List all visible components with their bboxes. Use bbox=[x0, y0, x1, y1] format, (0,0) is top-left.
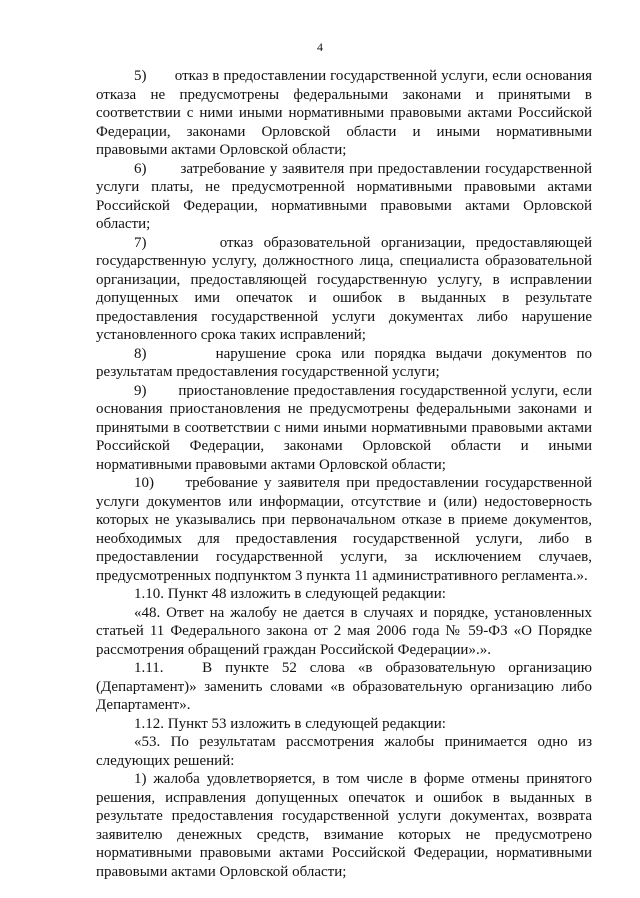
decision-item-1: 1) жалоба удовлетворяется, в том числе в форме отмены принятого решения, исправления допущенных опечаток и ошибок в выданных в результате предоставления государственной услуги документах, возврата заявителю денежных средств, взимание которых не предусмотрено нормативными правовыми актами Российской Федерации, нормативными правовыми актами Орловской области; bbox=[96, 771, 592, 880]
list-item-8: 8) нарушение срока или порядка выдачи документов по результатам предоставления государственной услуги; bbox=[96, 345, 592, 380]
section-1-12-heading: 1.12. Пункт 53 изложить в следующей редакции: bbox=[134, 715, 446, 732]
section-1-10-text: «48. Ответ на жалобу не дается в случаях и порядке, установленных статьей 11 Федерального закона от 2 мая 2006 года № 59-ФЗ «О Порядке рассмотрения обращений граждан Российской Федерации».». bbox=[96, 604, 592, 658]
section-1-12-text: «53. По результатам рассмотрения жалобы принимается одно из следующих решений: bbox=[96, 734, 592, 769]
section-1-11-text: 1.11. В пункте 52 слова «в образовательную организацию (Департамент)» заменить словами «в образовательную организацию либо Департамент». bbox=[96, 660, 592, 713]
list-item-9: 9) приостановление предоставления государственной услуги, если основания приостановления не предусмотрены федеральными законами и принятыми в соответствии с ними иными нормативными правовыми актами Российской Федерации, законами Орловской области и иными нормативными правовыми актами Орловской области; bbox=[96, 382, 592, 473]
list-item-5: 5) отказ в предоставлении государственной услуги, если основания отказа не предусмотрены федеральными законами и принятыми в соответствии с ними иными нормативными правовыми актами Российской Федерации, законами Орловской области и иными нормативными правовыми актами Орловской области; bbox=[96, 68, 592, 158]
list-item-10: 10) требование у заявителя при предоставлении государственной услуги документов или информации, отсутствие и (или) недостоверность которых не указывались при первоначальном отказе в приеме документов, необходимых для предоставления государственной услуги, либо в предоставлении государственной услуги, за исключением случаев, предусмотренных подпунктом 3 пункта 11 административного регламента.». bbox=[96, 475, 592, 584]
section-1-10-heading: 1.10. Пункт 48 изложить в следующей редакции: bbox=[134, 586, 446, 602]
page-number: 4 bbox=[317, 40, 323, 54]
document-body bbox=[96, 67, 592, 881]
list-item-7: 7) отказ образовательной организации, предоставляющей государственную услугу, должностного лица, специалиста образовательной организации, предоставляющей государственную услугу, в исправлении допущенных ими опечаток и ошибок в выданных в результате предоставления государственной услуги документах либо нарушение установленного срока таких исправлений; bbox=[96, 234, 592, 343]
list-item-6: 6) затребование у заявителя при предоставлении государственной услуги платы, не предусмотренной нормативными правовыми актами Российской Федерации, нормативными правовыми актами Орловской области; bbox=[96, 160, 592, 232]
